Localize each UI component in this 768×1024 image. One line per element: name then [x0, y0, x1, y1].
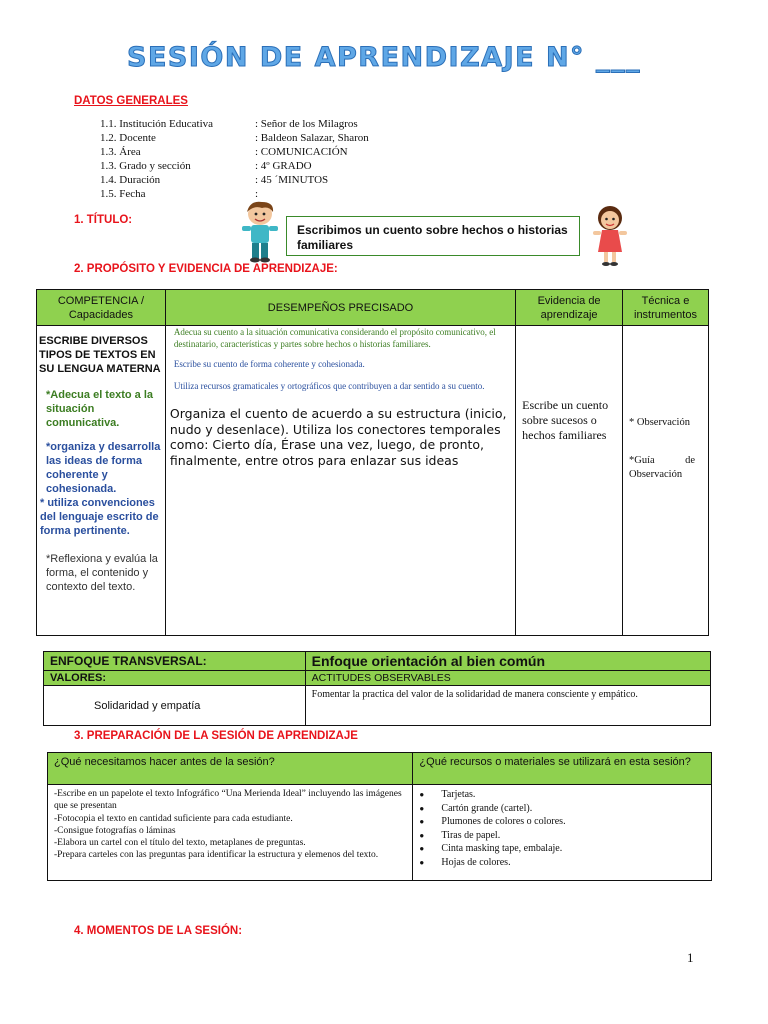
- datos-row: 1.5. Fecha :: [100, 188, 259, 200]
- datos-row: 1.3. Grado y sección : 4º GRADO: [100, 160, 312, 172]
- datos-row: 1.4. Duración : 45 ´MINUTOS: [100, 174, 329, 186]
- tecnica-cell: [623, 326, 709, 636]
- competencia-cell: [37, 326, 166, 636]
- evidencia-cell: Escribe un cuento sobre sucesos o hechos familiares: [516, 326, 623, 636]
- actitud-text: Fomentar la practica del valor de la solidaridad de manera consciente y empático.: [305, 686, 710, 726]
- header-desempenos: DESEMPEÑOS PRECISADO: [165, 290, 515, 326]
- capacidad-organiza: *organiza y desarrolla las ideas de forma coherente y cohesionada.: [46, 441, 161, 495]
- desempeno-4: Organiza el cuento de acuerdo a su estructura (inicio, nudo y desenlace). Utiliza los conectores temporales como: Cierto día, Érase una vez, luego, de pronto, finalmente, entre otros para enlazar sus ideas: [169, 406, 507, 468]
- desempeno-3: Utiliza recursos gramaticales y ortográficos que contribuyen a dar sentido a su cuento.: [173, 381, 485, 391]
- proposito-table: [36, 289, 709, 636]
- header-tecnica: Técnica e instrumentos: [623, 290, 709, 326]
- desempeno-2: Escribe su cuento de forma coherente y cohesionada.: [173, 359, 365, 369]
- momentos-heading: 4. MOMENTOS DE LA SESIÓN:: [74, 925, 243, 937]
- pregunta-recursos: ¿Qué recursos o materiales se utilizará en esta sesión?: [413, 753, 712, 785]
- header-competencia: COMPETENCIA / Capacidades: [37, 290, 166, 326]
- valor-solidaridad: Solidaridad y empatía: [44, 686, 306, 726]
- accion-item: -Escribe en un papelote el texto Infográfico “Una Merienda Ideal” incluyendo las imágenes que se presentan: [54, 789, 402, 812]
- header-evidencia: Evidencia de aprendizaje: [516, 290, 623, 326]
- recurso-item: ● Plumones de colores o colores.: [413, 815, 711, 829]
- competencia-text: ESCRIBE DIVERSOS TIPOS DE TEXTOS EN SU LENGUA MATERNA: [39, 335, 161, 375]
- boy-illustration: [236, 200, 284, 264]
- acciones-cell: [48, 785, 413, 881]
- valores-label: VALORES:: [44, 671, 306, 686]
- tecnica-guia: *Guía de Observación: [629, 455, 695, 480]
- preparacion-heading: 3. PREPARACIÓN DE LA SESIÓN DE APRENDIZAJE: [74, 730, 358, 742]
- accion-item: -Elabora un cartel con el título del texto, metaplanes de preguntas.: [54, 838, 306, 849]
- page-title: SESIÓN DE APRENDIZAJE N° ___: [127, 42, 641, 73]
- datos-row: 1.3. Área : COMUNICACIÓN: [100, 146, 348, 158]
- accion-item: -Consigue fotografías o láminas: [54, 825, 176, 836]
- capacidad-utiliza: * utiliza convenciones del lenguaje escrito de forma pertinente.: [40, 497, 159, 537]
- recurso-item: ● Hojas de colores.: [413, 856, 711, 870]
- enfoque-value: Enfoque orientación al bien común: [305, 652, 710, 671]
- enfoque-label: ENFOQUE TRANSVERSAL:: [44, 652, 306, 671]
- recurso-item: ● Tiras de papel.: [413, 829, 711, 843]
- titulo-box: Escribimos un cuento sobre hechos o historias familiares: [286, 216, 580, 256]
- recurso-item: ● Cinta masking tape, embalaje.: [413, 842, 711, 856]
- recursos-cell: [413, 785, 712, 881]
- accion-item: -Prepara carteles con las preguntas para identificar la estructura y elemenos del texto.: [54, 850, 379, 861]
- preparacion-table: [47, 752, 712, 881]
- desempeno-1: Adecua su cuento a la situación comunicativa considerando el propósito comunicativo, el destinatario, características y partes sobre hechos o historias familiares.: [173, 327, 496, 349]
- desempenos-cell: [165, 326, 515, 636]
- capacidad-adecua: *Adecua el texto a la situación comunicativa.: [46, 389, 153, 429]
- recurso-item: ● Cartón grande (cartel).: [413, 802, 711, 816]
- capacidad-reflexiona: *Reflexiona y evalúa la forma, el contenido y contexto del texto.: [46, 553, 158, 593]
- datos-generales-heading: DATOS GENERALES: [74, 95, 188, 107]
- datos-row: 1.1. Institución Educativa : Señor de los Milagros: [100, 118, 358, 130]
- tecnica-observacion: * Observación: [629, 417, 690, 428]
- recurso-item: ● Tarjetas.: [413, 788, 711, 802]
- enfoque-table: [43, 651, 711, 726]
- pregunta-antes: ¿Qué necesitamos hacer antes de la sesión?: [48, 753, 413, 785]
- page-number: 1: [687, 950, 694, 965]
- girl-illustration: [590, 204, 630, 268]
- datos-row: 1.2. Docente : Baldeon Salazar, Sharon: [100, 132, 369, 144]
- proposito-heading: 2. PROPÓSITO Y EVIDENCIA DE APRENDIZAJE:: [74, 263, 338, 275]
- actitudes-label: ACTITUDES OBSERVABLES: [305, 671, 710, 686]
- accion-item: -Fotocopia el texto en cantidad suficiente para cada estudiante.: [54, 813, 293, 824]
- titulo-heading: 1. TÍTULO:: [74, 214, 133, 226]
